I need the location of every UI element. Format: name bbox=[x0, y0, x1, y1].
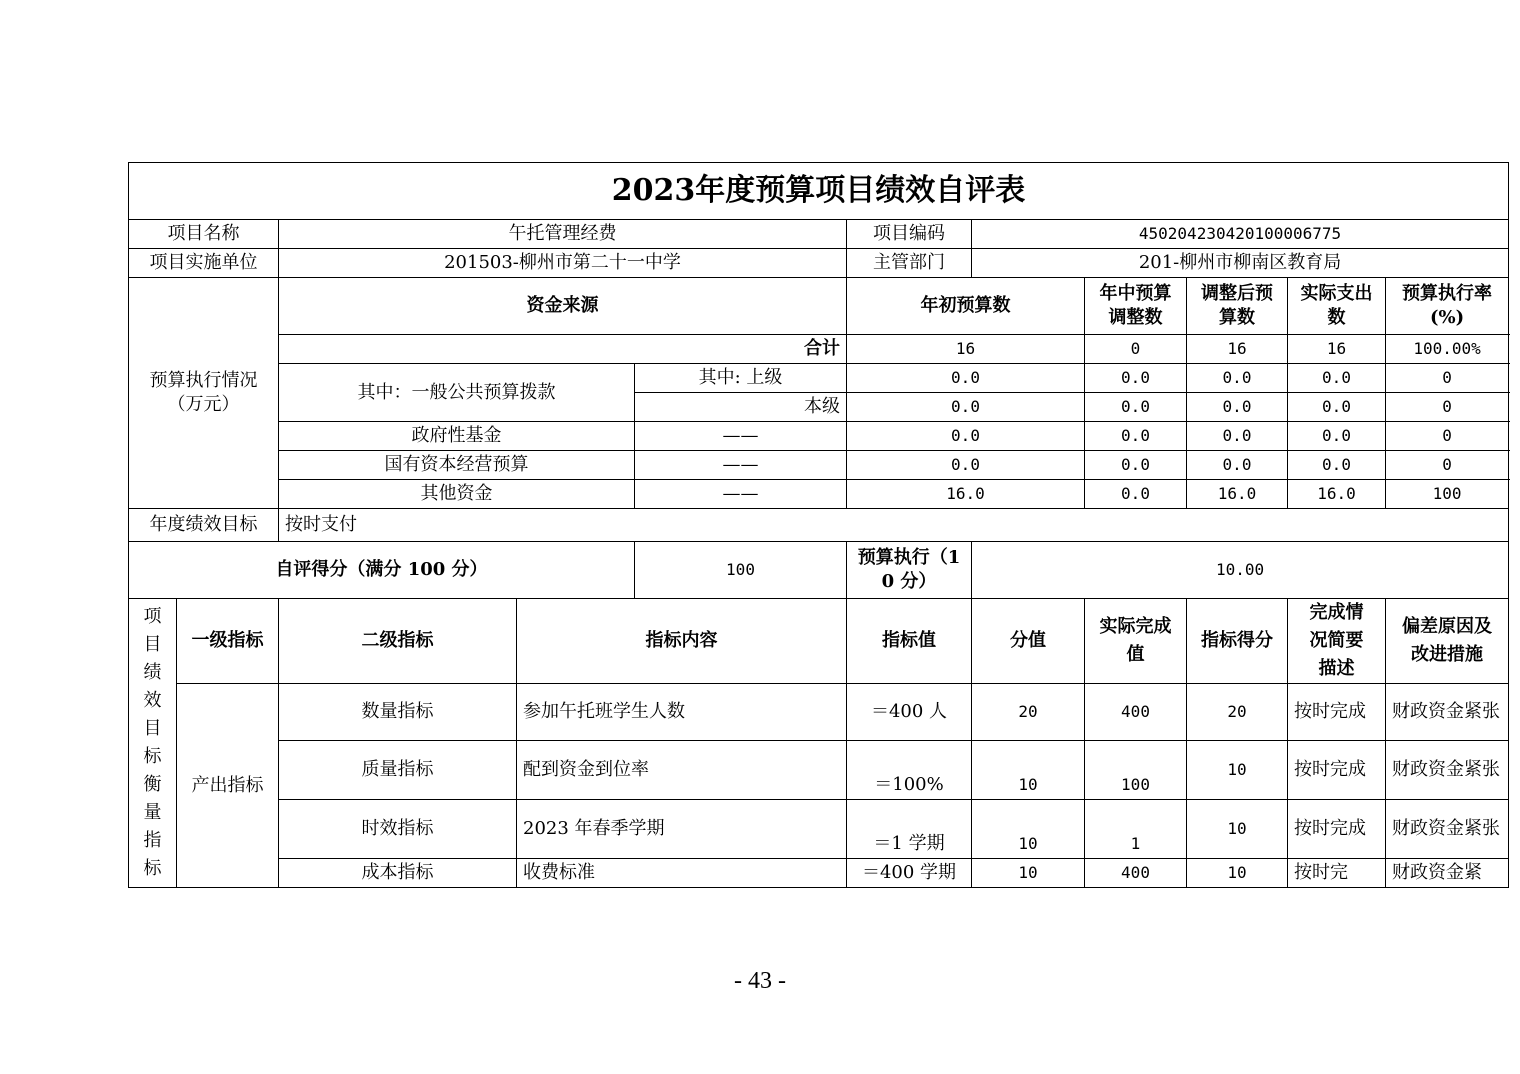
header-indicator-score: 指标得分 bbox=[1187, 599, 1288, 684]
upper-adjusted: 0.0 bbox=[1187, 364, 1288, 393]
indicator-score: 10 bbox=[1187, 859, 1288, 888]
indicator-reason: 财政资金紧张 bbox=[1386, 684, 1509, 741]
header-mid-adjust: 年中预算调整数 bbox=[1085, 278, 1187, 335]
indicator-weight: 10 bbox=[972, 800, 1085, 859]
indicator-reason: 财政资金紧 bbox=[1386, 859, 1509, 888]
other-fund-sub: —— bbox=[635, 480, 847, 509]
indicator-content: 配到资金到位率 bbox=[517, 741, 847, 800]
upper-actual: 0.0 bbox=[1288, 364, 1386, 393]
state-capital-adjusted: 0.0 bbox=[1187, 451, 1288, 480]
total-initial: 16 bbox=[847, 335, 1085, 364]
other-fund-adjusted: 16.0 bbox=[1187, 480, 1288, 509]
indicator-target: ＝1 学期 bbox=[847, 800, 972, 859]
other-fund-initial: 16.0 bbox=[847, 480, 1085, 509]
upper-rate: 0 bbox=[1386, 364, 1509, 393]
upper-initial: 0.0 bbox=[847, 364, 1085, 393]
total-adjusted: 16 bbox=[1187, 335, 1288, 364]
indicator-actual: 400 bbox=[1085, 684, 1187, 741]
header-fund-source: 资金来源 bbox=[279, 278, 847, 335]
project-code-value: 450204230420100006775 bbox=[972, 220, 1509, 249]
header-content: 指标内容 bbox=[517, 599, 847, 684]
project-code-label: 项目编码 bbox=[847, 220, 972, 249]
gov-fund-rate: 0 bbox=[1386, 422, 1509, 451]
indicator-content: 参加午托班学生人数 bbox=[517, 684, 847, 741]
indicator-level2: 时效指标 bbox=[279, 800, 517, 859]
header-level1: 一级指标 bbox=[177, 599, 279, 684]
total-mid-adjust: 0 bbox=[1085, 335, 1187, 364]
output-indicator-label: 产出指标 bbox=[177, 684, 279, 888]
indicator-weight: 20 bbox=[972, 684, 1085, 741]
general-budget-label: 其中：一般公共预算拨款 bbox=[279, 364, 635, 422]
indicator-level2: 质量指标 bbox=[279, 741, 517, 800]
gov-fund-adjusted: 0.0 bbox=[1187, 422, 1288, 451]
indicator-section-cell bbox=[129, 599, 177, 888]
indicator-status: 按时完 bbox=[1288, 859, 1386, 888]
local-initial: 0.0 bbox=[847, 393, 1085, 422]
indicator-status: 按时完成 bbox=[1288, 800, 1386, 859]
project-name-value: 午托管理经费 bbox=[279, 220, 847, 249]
indicator-target: ＝100% bbox=[847, 741, 972, 800]
other-fund-label: 其他资金 bbox=[279, 480, 635, 509]
gov-fund-sub: —— bbox=[635, 422, 847, 451]
header-status: 完成情况简要描述 bbox=[1288, 599, 1386, 684]
indicator-level2: 数量指标 bbox=[279, 684, 517, 741]
header-adjusted-budget: 调整后预算数 bbox=[1187, 278, 1288, 335]
upper-mid-adjust: 0.0 bbox=[1085, 364, 1187, 393]
form-title: 2023年度预算项目绩效自评表 bbox=[129, 163, 1509, 220]
state-capital-initial: 0.0 bbox=[847, 451, 1085, 480]
budget-exec-score-label: 预算执行（10 分） bbox=[847, 542, 972, 599]
header-level2: 二级指标 bbox=[279, 599, 517, 684]
performance-evaluation-table bbox=[128, 162, 1509, 888]
other-fund-actual: 16.0 bbox=[1288, 480, 1386, 509]
indicator-content: 收费标准 bbox=[517, 859, 847, 888]
self-score-label: 自评得分（满分 100 分） bbox=[129, 542, 635, 599]
indicator-content: 2023 年春季学期 bbox=[517, 800, 847, 859]
indicator-score: 10 bbox=[1187, 800, 1288, 859]
header-reason: 偏差原因及改进措施 bbox=[1386, 599, 1509, 684]
state-capital-actual: 0.0 bbox=[1288, 451, 1386, 480]
header-initial-budget: 年初预算数 bbox=[847, 278, 1085, 335]
indicator-target: ＝400 学期 bbox=[847, 859, 972, 888]
total-label: 合计 bbox=[279, 335, 847, 364]
indicator-reason: 财政资金紧张 bbox=[1386, 800, 1509, 859]
gov-fund-label: 政府性基金 bbox=[279, 422, 635, 451]
dept-value: 201-柳州市柳南区教育局 bbox=[972, 249, 1509, 278]
header-target: 指标值 bbox=[847, 599, 972, 684]
upper-level-label: 其中: 上级 bbox=[635, 364, 847, 393]
project-unit-label: 项目实施单位 bbox=[129, 249, 279, 278]
header-actual-spend: 实际支出数 bbox=[1288, 278, 1386, 335]
indicator-reason: 财政资金紧张 bbox=[1386, 741, 1509, 800]
self-score-value: 100 bbox=[635, 542, 847, 599]
header-exec-rate: 预算执行率(%) bbox=[1386, 278, 1509, 335]
annual-goal-label: 年度绩效目标 bbox=[129, 509, 279, 542]
state-capital-label: 国有资本经营预算 bbox=[279, 451, 635, 480]
indicator-actual: 1 bbox=[1085, 800, 1187, 859]
header-weight: 分值 bbox=[972, 599, 1085, 684]
local-mid-adjust: 0.0 bbox=[1085, 393, 1187, 422]
indicator-status: 按时完成 bbox=[1288, 684, 1386, 741]
header-actual-value: 实际完成值 bbox=[1085, 599, 1187, 684]
total-actual: 16 bbox=[1288, 335, 1386, 364]
state-capital-rate: 0 bbox=[1386, 451, 1509, 480]
local-level-label: 本级 bbox=[635, 393, 847, 422]
gov-fund-mid-adjust: 0.0 bbox=[1085, 422, 1187, 451]
indicator-actual: 400 bbox=[1085, 859, 1187, 888]
gov-fund-actual: 0.0 bbox=[1288, 422, 1386, 451]
annual-goal-value: 按时支付 bbox=[279, 509, 1509, 542]
indicator-weight: 10 bbox=[972, 741, 1085, 800]
page-number: - 43 - bbox=[734, 968, 786, 994]
indicator-score: 20 bbox=[1187, 684, 1288, 741]
other-fund-rate: 100 bbox=[1386, 480, 1509, 509]
dept-label: 主管部门 bbox=[847, 249, 972, 278]
gov-fund-initial: 0.0 bbox=[847, 422, 1085, 451]
indicator-section-label: 项目绩效目标衡量指标 bbox=[143, 606, 162, 879]
indicator-weight: 10 bbox=[972, 859, 1085, 888]
total-rate: 100.00% bbox=[1386, 335, 1509, 364]
indicator-level2: 成本指标 bbox=[279, 859, 517, 888]
indicator-actual: 100 bbox=[1085, 741, 1187, 800]
other-fund-mid-adjust: 0.0 bbox=[1085, 480, 1187, 509]
budget-exec-score-value: 10.00 bbox=[972, 542, 1509, 599]
local-rate: 0 bbox=[1386, 393, 1509, 422]
local-actual: 0.0 bbox=[1288, 393, 1386, 422]
indicator-status: 按时完成 bbox=[1288, 741, 1386, 800]
budget-section-label: 预算执行情况（万元） bbox=[129, 278, 279, 509]
indicator-target: ＝400 人 bbox=[847, 684, 972, 741]
local-adjusted: 0.0 bbox=[1187, 393, 1288, 422]
project-unit-value: 201503-柳州市第二十一中学 bbox=[279, 249, 847, 278]
state-capital-mid-adjust: 0.0 bbox=[1085, 451, 1187, 480]
state-capital-sub: —— bbox=[635, 451, 847, 480]
indicator-score: 10 bbox=[1187, 741, 1288, 800]
project-name-label: 项目名称 bbox=[129, 220, 279, 249]
